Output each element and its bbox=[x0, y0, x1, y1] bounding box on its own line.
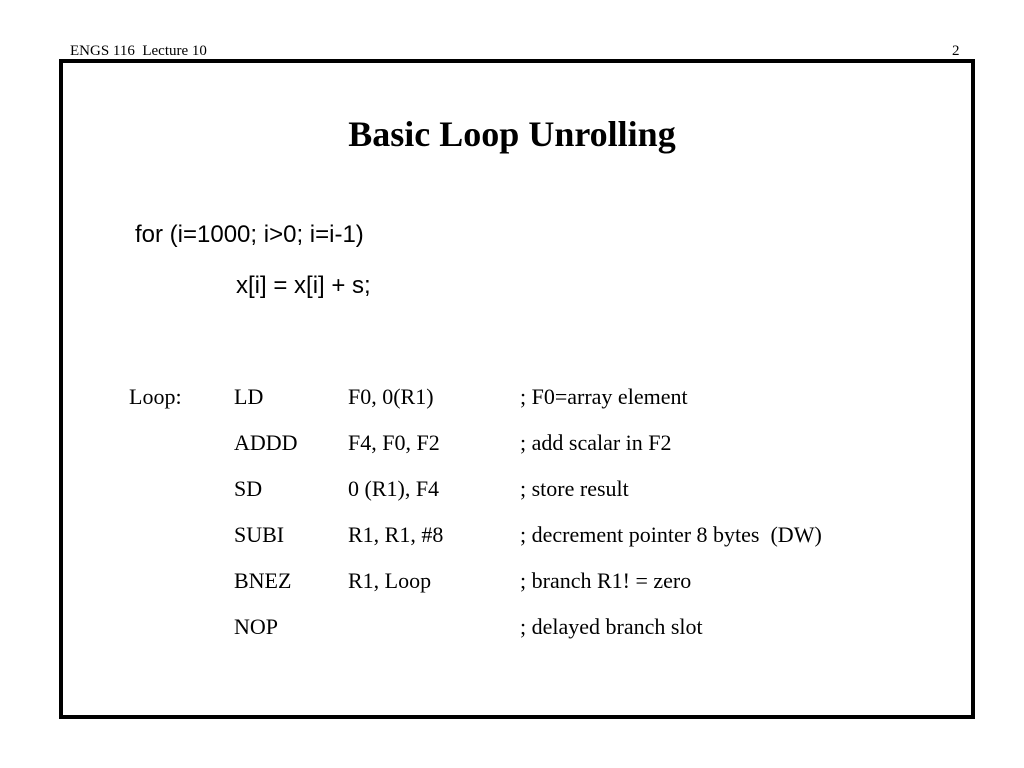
asm-operands: F4, F0, F2 bbox=[348, 430, 440, 455]
asm-comment: ; decrement pointer 8 bytes (DW) bbox=[520, 522, 822, 547]
asm-opcode: NOP bbox=[234, 614, 279, 639]
asm-comment: ; F0=array element bbox=[520, 384, 688, 409]
asm-row bbox=[0, 381, 1024, 427]
asm-operands: 0 (R1), F4 bbox=[348, 476, 440, 501]
asm-row bbox=[0, 611, 1024, 657]
asm-opcode: BNEZ bbox=[234, 568, 292, 593]
asm-opcode: LD bbox=[234, 384, 264, 409]
asm-operands: F0, 0(R1) bbox=[348, 384, 434, 409]
asm-comment: ; add scalar in F2 bbox=[520, 430, 672, 455]
loop-body-statement: x[i] = x[i] + s; bbox=[236, 272, 371, 299]
slide-title: Basic Loop Unrolling bbox=[348, 114, 676, 154]
asm-row bbox=[0, 519, 1024, 565]
asm-comment: ; branch R1! = zero bbox=[520, 568, 692, 593]
asm-comment: ; store result bbox=[520, 476, 629, 501]
asm-opcode: ADDD bbox=[234, 430, 298, 455]
asm-opcode: SUBI bbox=[234, 522, 285, 547]
asm-row bbox=[0, 427, 1024, 473]
asm-comment: ; delayed branch slot bbox=[520, 614, 703, 639]
asm-label: Loop: bbox=[129, 384, 182, 409]
asm-row bbox=[0, 565, 1024, 611]
asm-opcode: SD bbox=[234, 476, 263, 501]
asm-operands: R1, Loop bbox=[348, 568, 432, 593]
page-number: 2 bbox=[952, 43, 960, 59]
asm-operands: R1, R1, #8 bbox=[348, 522, 444, 547]
course-header: ENGS 116 Lecture 10 bbox=[70, 43, 207, 59]
asm-row bbox=[0, 473, 1024, 519]
assembly-listing bbox=[0, 381, 1024, 657]
for-loop-header: for (i=1000; i>0; i=i-1) bbox=[135, 221, 364, 248]
